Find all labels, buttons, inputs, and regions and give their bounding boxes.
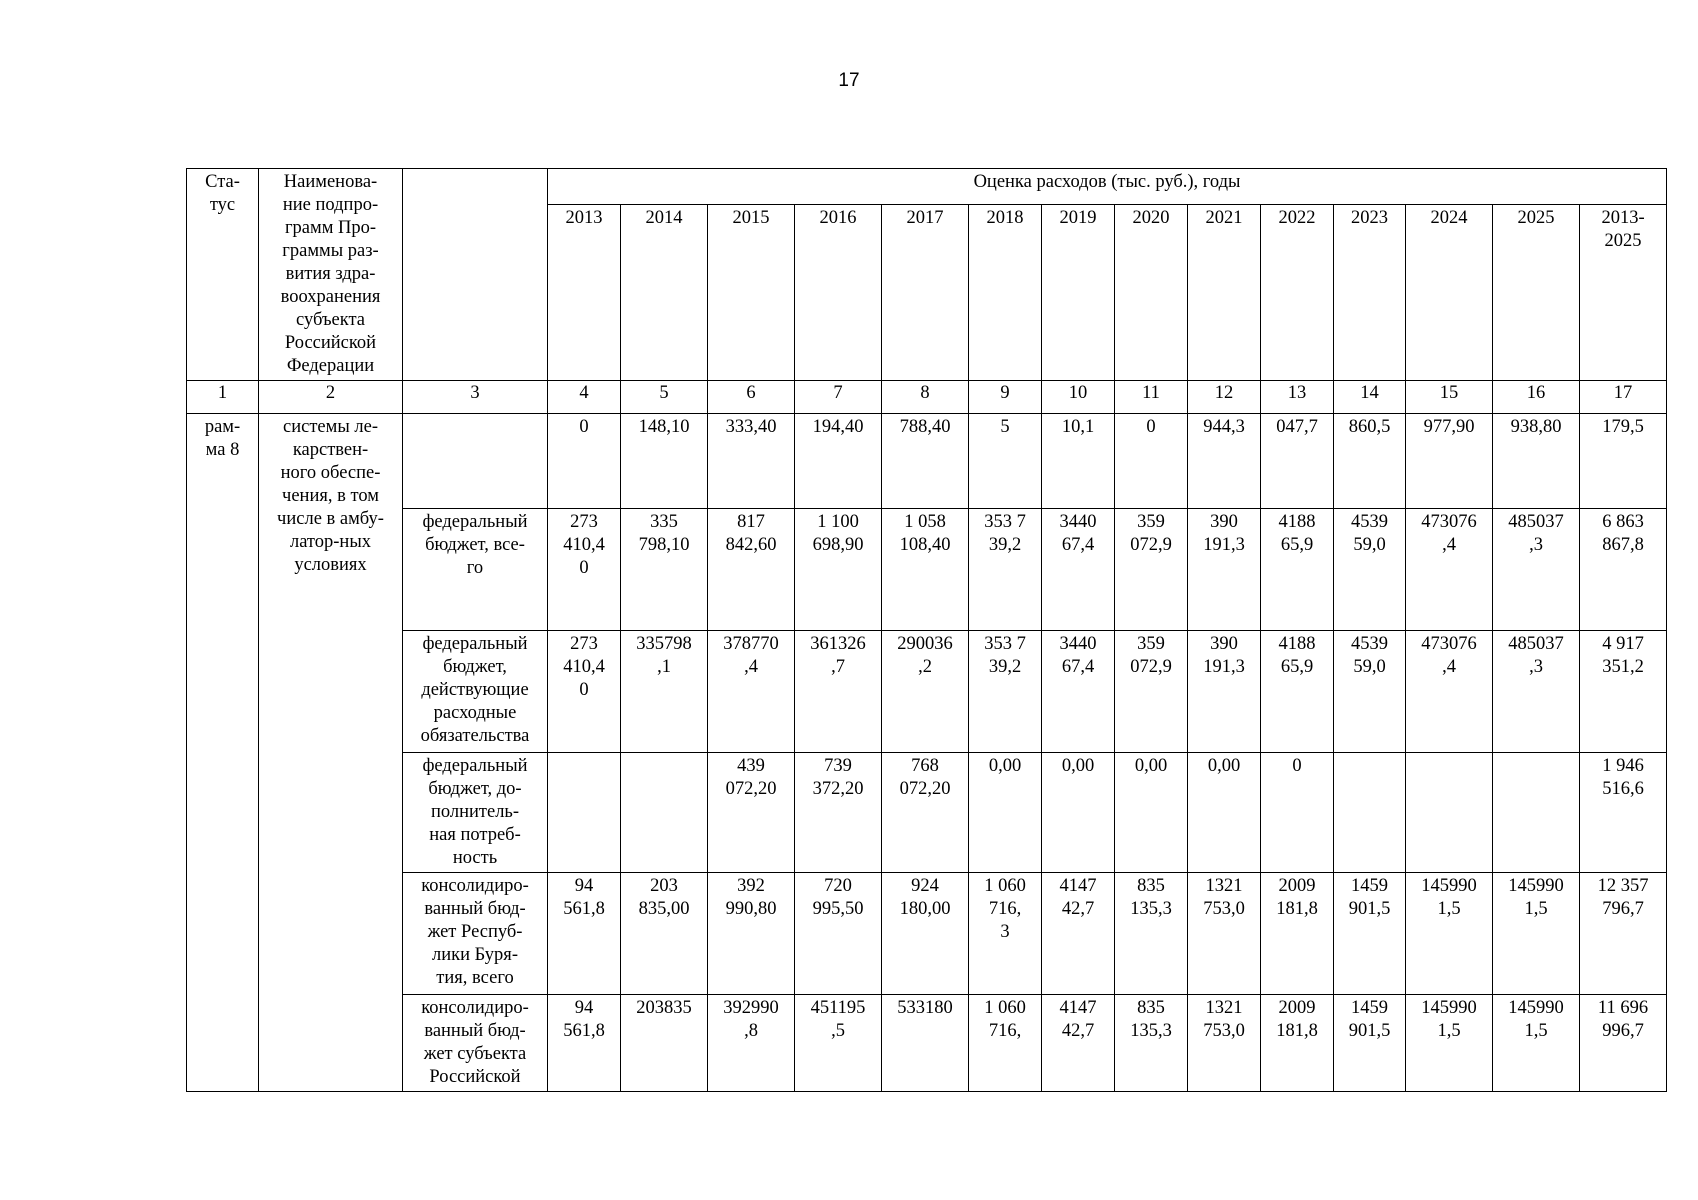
value-cell: 145990 1,5: [1493, 873, 1580, 995]
funding-source-cell: федеральный бюджет, все- го: [403, 509, 548, 631]
subprogram-name-cell: системы ле- карствен- ного обеспе- чения, в том числе в амбу- латор-ных условиях: [259, 414, 403, 1092]
value-cell: 739 372,20: [795, 753, 882, 873]
column-number: 12: [1188, 381, 1261, 414]
value-cell: 4 917 351,2: [1580, 631, 1667, 753]
value-cell: 4539 59,0: [1334, 509, 1406, 631]
value-cell: 1 946 516,6: [1580, 753, 1667, 873]
value-cell: 392990 ,8: [708, 995, 795, 1092]
value-cell: 392 990,80: [708, 873, 795, 995]
column-number: 15: [1406, 381, 1493, 414]
column-number: 10: [1042, 381, 1115, 414]
year-header: 2021: [1188, 204, 1261, 380]
year-header: 2019: [1042, 204, 1115, 380]
value-cell: 361326 ,7: [795, 631, 882, 753]
funding-source-cell: [403, 414, 548, 509]
column-number: 6: [708, 381, 795, 414]
value-cell: 0: [1261, 753, 1334, 873]
value-cell: 473076 ,4: [1406, 509, 1493, 631]
value-cell: 533180: [882, 995, 969, 1092]
table-row: [187, 414, 1667, 509]
value-cell: 924 180,00: [882, 873, 969, 995]
year-header: 2025: [1493, 204, 1580, 380]
value-cell: 0,00: [1115, 753, 1188, 873]
table-row: [187, 753, 1667, 873]
year-header: 2023: [1334, 204, 1406, 380]
value-cell: 12 357 796,7: [1580, 873, 1667, 995]
value-cell: 1 060 716,: [969, 995, 1042, 1092]
column-number: 5: [621, 381, 708, 414]
value-cell: 451195 ,5: [795, 995, 882, 1092]
column-number: 17: [1580, 381, 1667, 414]
value-cell: 835 135,3: [1115, 873, 1188, 995]
value-cell: 148,10: [621, 414, 708, 509]
column-number: 4: [548, 381, 621, 414]
value-cell: 335798 ,1: [621, 631, 708, 753]
year-header: 2013: [548, 204, 621, 380]
value-cell: [1334, 753, 1406, 873]
value-cell: 11 696 996,7: [1580, 995, 1667, 1092]
value-cell: 0,00: [969, 753, 1042, 873]
value-cell: 860,5: [1334, 414, 1406, 509]
value-cell: 390 191,3: [1188, 631, 1261, 753]
value-cell: 4188 65,9: [1261, 509, 1334, 631]
value-cell: 353 7 39,2: [969, 509, 1042, 631]
year-header: 2016: [795, 204, 882, 380]
table-row: [187, 873, 1667, 995]
value-cell: [1406, 753, 1493, 873]
value-cell: 353 7 39,2: [969, 631, 1042, 753]
header-row-1: [187, 169, 1667, 205]
value-cell: 5: [969, 414, 1042, 509]
value-cell: 4147 42,7: [1042, 995, 1115, 1092]
year-header: 2018: [969, 204, 1042, 380]
header-status: Ста- тус: [187, 169, 259, 381]
value-cell: 3440 67,4: [1042, 509, 1115, 631]
column-number: 9: [969, 381, 1042, 414]
year-header: 2014: [621, 204, 708, 380]
year-header: 2013- 2025: [1580, 204, 1667, 380]
value-cell: 4539 59,0: [1334, 631, 1406, 753]
value-cell: 145990 1,5: [1406, 873, 1493, 995]
value-cell: 390 191,3: [1188, 509, 1261, 631]
value-cell: 0,00: [1042, 753, 1115, 873]
column-number: 1: [187, 381, 259, 414]
value-cell: 938,80: [1493, 414, 1580, 509]
funding-source-cell: федеральный бюджет, действующие расходные обязательства: [403, 631, 548, 753]
value-cell: 977,90: [1406, 414, 1493, 509]
value-cell: 94 561,8: [548, 873, 621, 995]
value-cell: 0: [548, 414, 621, 509]
value-cell: 1321 753,0: [1188, 995, 1261, 1092]
funding-source-cell: консолидиро- ванный бюд- жет Респуб- лики Буря- тия, всего: [403, 873, 548, 995]
year-header: 2017: [882, 204, 969, 380]
value-cell: 485037 ,3: [1493, 509, 1580, 631]
column-number: 11: [1115, 381, 1188, 414]
value-cell: 1 100 698,90: [795, 509, 882, 631]
table-row: [187, 509, 1667, 631]
column-number: 7: [795, 381, 882, 414]
value-cell: 3440 67,4: [1042, 631, 1115, 753]
value-cell: 817 842,60: [708, 509, 795, 631]
value-cell: 485037 ,3: [1493, 631, 1580, 753]
value-cell: 4188 65,9: [1261, 631, 1334, 753]
year-header: 2020: [1115, 204, 1188, 380]
table-row: [187, 631, 1667, 753]
funding-source-cell: федеральный бюджет, до- полнитель- ная потреб- ность: [403, 753, 548, 873]
value-cell: 145990 1,5: [1406, 995, 1493, 1092]
value-cell: 203 835,00: [621, 873, 708, 995]
budget-table: [186, 168, 1667, 1092]
value-cell: 290036 ,2: [882, 631, 969, 753]
value-cell: 6 863 867,8: [1580, 509, 1667, 631]
value-cell: 720 995,50: [795, 873, 882, 995]
value-cell: 145990 1,5: [1493, 995, 1580, 1092]
column-number: 16: [1493, 381, 1580, 414]
year-header: 2022: [1261, 204, 1334, 380]
funding-source-cell: консолидиро- ванный бюд- жет субъекта Российской: [403, 995, 548, 1092]
column-number: 14: [1334, 381, 1406, 414]
column-number-row: [187, 381, 1667, 414]
value-cell: 359 072,9: [1115, 631, 1188, 753]
value-cell: 273 410,4 0: [548, 631, 621, 753]
value-cell: 4147 42,7: [1042, 873, 1115, 995]
value-cell: 2009 181,8: [1261, 873, 1334, 995]
value-cell: 1 060 716, 3: [969, 873, 1042, 995]
value-cell: 0: [1115, 414, 1188, 509]
value-cell: 944,3: [1188, 414, 1261, 509]
value-cell: 1 058 108,40: [882, 509, 969, 631]
header-subprogram-name: Наименова- ние подпро- грамм Про- граммы раз- вития здра- воохранения субъекта Российской Федерации: [259, 169, 403, 381]
value-cell: 333,40: [708, 414, 795, 509]
column-number: 8: [882, 381, 969, 414]
table-row: [187, 995, 1667, 1092]
status-cell: рам- ма 8: [187, 414, 259, 1092]
value-cell: 203835: [621, 995, 708, 1092]
page-number: 17: [838, 70, 860, 91]
value-cell: [621, 753, 708, 873]
value-cell: 194,40: [795, 414, 882, 509]
value-cell: 0,00: [1188, 753, 1261, 873]
value-cell: 1459 901,5: [1334, 873, 1406, 995]
value-cell: 1459 901,5: [1334, 995, 1406, 1092]
value-cell: 439 072,20: [708, 753, 795, 873]
value-cell: [548, 753, 621, 873]
value-cell: 788,40: [882, 414, 969, 509]
value-cell: 1321 753,0: [1188, 873, 1261, 995]
value-cell: 10,1: [1042, 414, 1115, 509]
value-cell: 273 410,4 0: [548, 509, 621, 631]
value-cell: 378770 ,4: [708, 631, 795, 753]
header-cost-estimate: Оценка расходов (тыс. руб.), годы: [548, 169, 1667, 205]
value-cell: 835 135,3: [1115, 995, 1188, 1092]
value-cell: 94 561,8: [548, 995, 621, 1092]
header-blank: [403, 169, 548, 381]
column-number: 13: [1261, 381, 1334, 414]
value-cell: 359 072,9: [1115, 509, 1188, 631]
column-number: 3: [403, 381, 548, 414]
value-cell: 2009 181,8: [1261, 995, 1334, 1092]
value-cell: 335 798,10: [621, 509, 708, 631]
value-cell: 473076 ,4: [1406, 631, 1493, 753]
value-cell: 768 072,20: [882, 753, 969, 873]
year-header: 2024: [1406, 204, 1493, 380]
value-cell: 179,5: [1580, 414, 1667, 509]
value-cell: 047,7: [1261, 414, 1334, 509]
value-cell: [1493, 753, 1580, 873]
column-number: 2: [259, 381, 403, 414]
year-header: 2015: [708, 204, 795, 380]
